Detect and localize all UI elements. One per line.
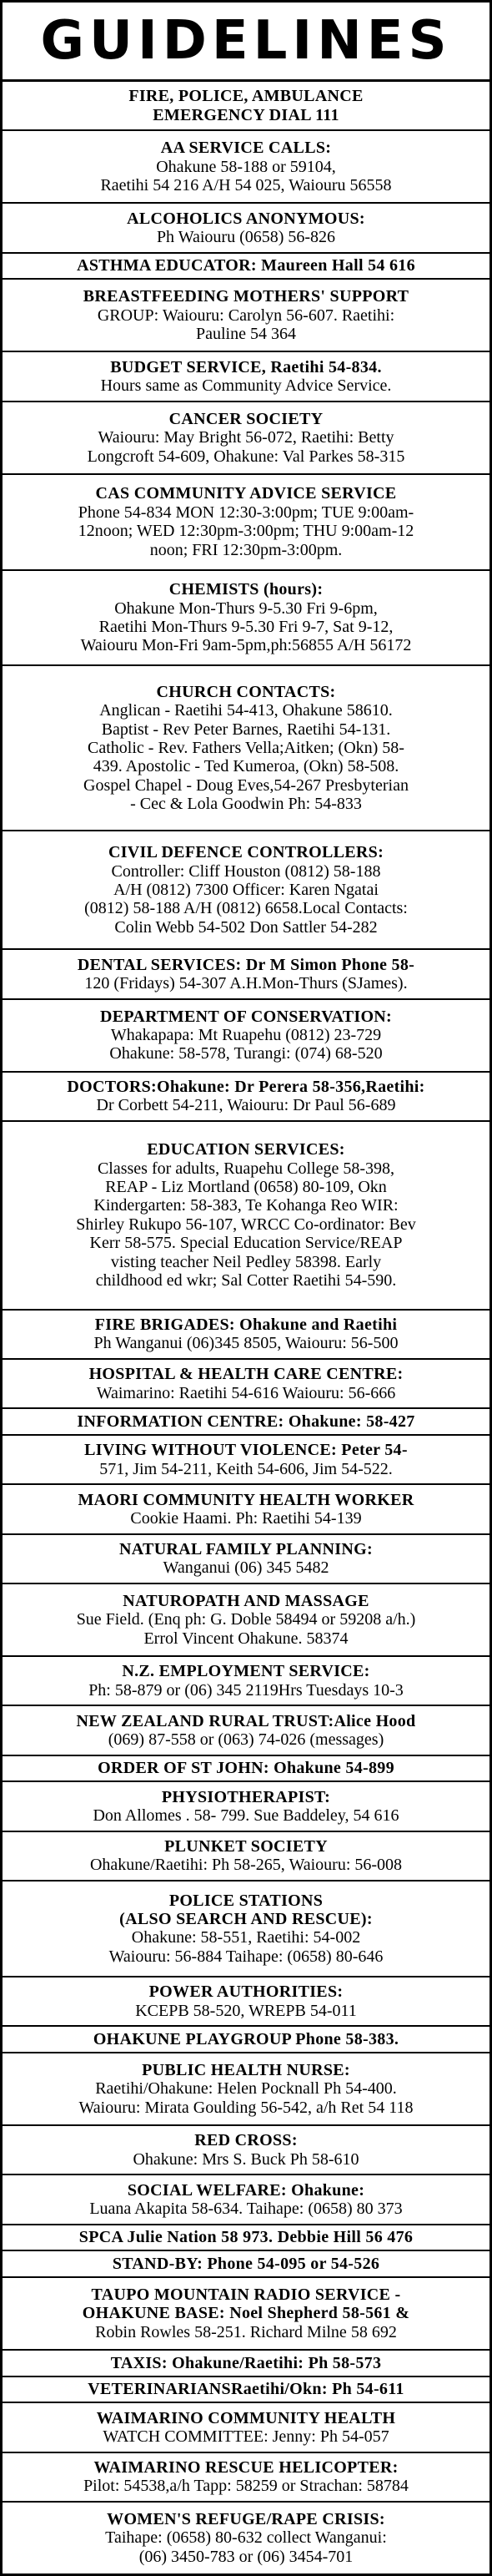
directory-entry — [3, 1706, 489, 1755]
entry-heading: BUDGET SERVICE, Raetihi 54-834. — [110, 357, 382, 376]
entry-line: A/H (0812) 7300 Officer: Karen Ngatai — [113, 880, 379, 899]
entry-line: Ph Wanganui (06)345 8505, Waiouru: 56-500 — [93, 1334, 399, 1353]
entry-line: Kerr 58-575. Special Education Service/REAP — [89, 1234, 403, 1253]
entry-line: Classes for adults, Ruapehu College 58-398, — [97, 1159, 395, 1178]
directory-entry — [3, 1584, 489, 1657]
entry-heading: NEW ZEALAND RURAL TRUST:Alice Hood — [76, 1711, 416, 1730]
directory-entry — [3, 2377, 489, 2404]
entry-line: (0812) 58-188 A/H (0812) 6658.Local Contacts: — [84, 899, 408, 918]
directory-entry — [3, 666, 489, 831]
entry-heading: EDUCATION SERVICES: — [147, 1140, 345, 1159]
directory-entry — [3, 402, 489, 475]
entry-heading: POLICE STATIONS — [168, 1891, 324, 1910]
entry-line: - Cec & Lola Goodwin Ph: 54-833 — [130, 795, 362, 814]
entry-heading: WAIMARINO RESCUE HELICOPTER: — [93, 2457, 399, 2477]
entry-line: Waiouru: 56-884 Taihape: (0658) 80-646 — [108, 1947, 384, 1966]
directory-entry — [3, 2053, 489, 2126]
directory-entry — [3, 1535, 489, 1584]
entry-line: Waiouru: May Bright 56-072, Raetihi: Betty — [98, 428, 394, 447]
directory-entry — [3, 2453, 489, 2503]
entry-line: REAP - Liz Mortland (0658) 80-109, Okn — [105, 1178, 387, 1197]
directory-entry — [3, 475, 489, 571]
entry-line: Cookie Haami. Ph: Raetihi 54-139 — [130, 1508, 362, 1528]
entry-line: Shirley Rukupo 56-107, WRCC Co-ordinator: Bev — [76, 1215, 416, 1234]
entry-line: Dr Corbett 54-211, Waiouru: Dr Paul 56-689 — [96, 1096, 396, 1115]
entry-line: Sue Field. (Enq ph: G. Doble 58494 or 59208 a/h.) — [76, 1610, 416, 1629]
entry-heading: FIRE, POLICE, AMBULANCE — [128, 87, 364, 106]
directory-entry — [3, 2251, 489, 2278]
directory-entry — [3, 1832, 489, 1881]
entry-line: 571, Jim 54-211, Keith 54-606, Jim 54-522. — [99, 1459, 393, 1478]
entry-line: Controller: Cliff Houston (0812) 58-188 — [111, 861, 381, 881]
entry-line: Ohakune: Mrs S. Buck Ph 58-610 — [133, 2149, 359, 2169]
entry-heading: PUBLIC HEALTH NURSE: — [142, 2060, 350, 2079]
entry-heading: ORDER OF ST JOHN: Ohakune 54-899 — [98, 1759, 394, 1778]
entry-heading: INFORMATION CENTRE: Ohakune: 58-427 — [77, 1412, 415, 1431]
directory-entry — [3, 352, 489, 402]
directory-entry — [3, 2403, 489, 2452]
entry-heading: TAXIS: Ohakune/Raetihi: Ph 58-573 — [110, 2353, 382, 2372]
entry-line: Raetihi 54 216 A/H 54 025, Waiouru 56558 — [100, 176, 392, 195]
entry-heading: WAIMARINO COMMUNITY HEALTH — [96, 2408, 396, 2427]
entry-line: Baptist - Rev Peter Barnes, Raetihi 54-131. — [101, 720, 391, 739]
entry-line: Robin Rowles 58-251. Richard Milne 58 692 — [95, 2322, 397, 2341]
entry-heading: MAORI COMMUNITY HEALTH WORKER — [78, 1490, 414, 1509]
entry-line: childhood ed wkr; Sal Cotter Raetihi 54-590. — [95, 1270, 397, 1290]
directory-entry — [3, 2503, 489, 2573]
entry-heading: DENTAL SERVICES: Dr M Simon Phone 58- — [77, 955, 415, 974]
entry-line: Waiouru: Mirata Goulding 56-542, a/h Ret 54 118 — [78, 2098, 414, 2117]
entry-line: Pauline 54 364 — [196, 325, 296, 344]
entry-heading: NATURAL FAMILY PLANNING: — [119, 1539, 373, 1558]
directory-entry — [3, 1000, 489, 1073]
entry-heading: LIVING WITHOUT VIOLENCE: Peter 54- — [84, 1441, 408, 1460]
entry-line: Don Allomes . 58- 799. Sue Baddeley, 54 616 — [93, 1806, 399, 1826]
entry-line: WATCH COMMITTEE: Jenny: Ph 54-057 — [103, 2427, 389, 2446]
entry-heading: N.Z. EMPLOYMENT SERVICE: — [122, 1662, 370, 1681]
entry-heading: OHAKUNE BASE: Noel Shepherd 58-561 & — [82, 2304, 410, 2323]
entry-line: Taihape: (0658) 80-632 collect Wanganui: — [105, 2528, 387, 2548]
entry-heading: ASTHMA EDUCATOR: Maureen Hall 54 616 — [77, 256, 415, 275]
directory-entry — [3, 1122, 489, 1310]
entry-line: Pilot: 54538,a/h Tapp: 58259 or Strachan: 58784 — [83, 2477, 409, 2496]
entry-line: visting teacher Neil Pedley 58398. Early — [110, 1252, 382, 1271]
entry-line: Ohakune: 58-578, Turangi: (074) 68-520 — [109, 1044, 383, 1063]
entry-heading: WOMEN'S REFUGE/RAPE CRISIS: — [107, 2509, 385, 2528]
directory-entry — [3, 2351, 489, 2377]
entry-heading: CIVIL DEFENCE CONTROLLERS: — [108, 843, 384, 862]
entry-line: 120 (Fridays) 54-307 A.H.Mon-Thurs (SJames). — [84, 974, 408, 993]
entry-heading: PHYSIOTHERAPIST: — [161, 1787, 331, 1806]
entry-heading: (ALSO SEARCH AND RESCUE): — [119, 1910, 373, 1929]
entry-heading: SOCIAL WELFARE: Ohakune: — [127, 2180, 365, 2200]
entry-line: Catholic - Rev. Fathers Vella;Aitken; (Okn) 58- — [88, 738, 404, 757]
entry-line: Ph Waiouru (0658) 56-826 — [156, 228, 336, 247]
entry-line: (069) 87-558 or (063) 74-026 (messages) — [108, 1730, 384, 1750]
directory-entry — [3, 831, 489, 950]
entry-heading: HOSPITAL & HEALTH CARE CENTRE: — [88, 1365, 404, 1384]
entry-line: 12noon; WED 12:30pm-3:00pm; THU 9:00am-12 — [78, 522, 414, 541]
directory-entry — [3, 950, 489, 999]
entry-heading: POWER AUTHORITIES: — [148, 1983, 344, 2002]
entry-line: Luana Akapita 58-634. Taihape: (0658) 80 373 — [89, 2199, 403, 2218]
entry-heading: PLUNKET SOCIETY — [164, 1837, 328, 1856]
entry-line: Ohakune: 58-551, Raetihi: 54-002 — [131, 1928, 361, 1947]
directory-entry — [3, 1073, 489, 1122]
entry-line: Longcroft 54-609, Ohakune: Val Parkes 58-315 — [87, 447, 405, 466]
directory-entry — [3, 571, 489, 667]
entry-line: (06) 3450-783 or (06) 3454-701 — [138, 2547, 354, 2566]
entry-line: Waiouru Mon-Fri 9am-5pm,ph:56855 A/H 56172 — [80, 636, 412, 655]
entry-heading: AA SERVICE CALLS: — [160, 139, 332, 158]
directory-entry — [3, 1485, 489, 1534]
directory-entry — [3, 204, 489, 253]
entry-line: Ohakune Mon-Thurs 9-5.30 Fri 9-6pm, — [114, 599, 378, 618]
entry-line: noon; FRI 12:30pm-3:00pm. — [149, 540, 343, 559]
directory-entry — [3, 2027, 489, 2053]
directory-entry — [3, 1360, 489, 1409]
directory-entry — [3, 2126, 489, 2175]
entry-line: KCEPB 58-520, WREPB 54-011 — [135, 2001, 357, 2020]
directory-entry — [3, 1657, 489, 1706]
entry-line: Ohakune 58-188 or 59104, — [156, 157, 336, 176]
entry-heading: TAUPO MOUNTAIN RADIO SERVICE - — [91, 2285, 401, 2304]
directory-entry — [3, 1756, 489, 1783]
entry-heading: CAS COMMUNITY ADVICE SERVICE — [95, 484, 397, 503]
directory-entry — [3, 1881, 489, 1977]
page-title: GUIDELINES — [3, 3, 489, 82]
entry-line: Raetihi Mon-Thurs 9-5.30 Fri 9-7, Sat 9-12, — [98, 617, 394, 636]
directory-entry — [3, 254, 489, 280]
entry-line: Whakapapa: Mt Ruapehu (0812) 23-729 — [110, 1026, 382, 1045]
directory-entry — [3, 1977, 489, 2027]
entry-line: Phone 54-834 MON 12:30-3:00pm; TUE 9:00am- — [78, 503, 414, 522]
entry-heading: DOCTORS:Ohakune: Dr Perera 58-356,Raetihi: — [67, 1078, 425, 1097]
entry-heading: CHURCH CONTACTS: — [156, 682, 336, 701]
entry-line: Waimarino: Raetihi 54-616 Waiouru: 56-666 — [96, 1383, 396, 1402]
directory-entry — [3, 1311, 489, 1360]
entry-line: Ohakune/Raetihi: Ph 58-265, Waiouru: 56-008 — [89, 1856, 403, 1875]
directory-entry — [3, 280, 489, 352]
entry-line: Colin Webb 54-502 Don Sattler 54-282 — [114, 917, 378, 937]
entry-heading: ALCOHOLICS ANONYMOUS: — [127, 209, 365, 228]
directory-list — [3, 82, 489, 2573]
directory-entry — [3, 82, 489, 131]
entry-heading: CANCER SOCIETY — [168, 409, 324, 428]
entry-heading: FIRE BRIGADES: Ohakune and Raetihi — [94, 1315, 398, 1334]
directory-entry — [3, 1782, 489, 1831]
entry-heading: RED CROSS: — [194, 2131, 298, 2150]
directory-entry — [3, 2175, 489, 2225]
entry-heading: DEPARTMENT OF CONSERVATION: — [99, 1007, 393, 1026]
directory-entry — [3, 1436, 489, 1485]
directory-entry — [3, 2278, 489, 2351]
entry-heading: EMERGENCY DIAL 111 — [153, 105, 339, 124]
directory-entry — [3, 2225, 489, 2252]
entry-heading: BREASTFEEDING MOTHERS' SUPPORT — [83, 287, 409, 306]
entry-line: Gospel Chapel - Doug Eves,54-267 Presbyterian — [83, 775, 409, 795]
entry-heading: NATUROPATH AND MASSAGE — [123, 1591, 369, 1610]
entry-line: Raetihi/Ohakune: Helen Pocknall Ph 54-400. — [95, 2079, 397, 2099]
entry-heading: CHEMISTS (hours): — [168, 580, 324, 599]
entry-line: GROUP: Waiouru: Carolyn 56-607. Raetihi: — [97, 306, 395, 325]
entry-line: Hours same as Community Advice Service. — [100, 376, 392, 396]
entry-line: Anglican - Raetihi 54-413, Ohakune 58610. — [99, 701, 393, 720]
entry-line: Kindergarten: 58-383, Te Kohanga Reo WIR: — [93, 1196, 399, 1215]
entry-heading: STAND-BY: Phone 54-095 or 54-526 — [112, 2254, 380, 2273]
entry-heading: VETERINARIANSRaetihi/Okn: Ph 54-611 — [88, 2380, 404, 2399]
directory-entry — [3, 1409, 489, 1436]
entry-line: 439. Apostolic - Ted Kumeroa, (Okn) 58-508. — [93, 757, 399, 776]
entry-line: Ph: 58-879 or (06) 345 2119Hrs Tuesdays 10-3 — [88, 1680, 404, 1700]
entry-heading: SPCA Julie Nation 58 973. Debbie Hill 56 476 — [78, 2228, 414, 2247]
entry-heading: OHAKUNE PLAYGROUP Phone 58-383. — [93, 2029, 399, 2048]
directory-entry — [3, 131, 489, 204]
entry-line: Wanganui (06) 345 5482 — [163, 1558, 329, 1578]
entry-line: Errol Vincent Ohakune. 58374 — [143, 1629, 349, 1648]
